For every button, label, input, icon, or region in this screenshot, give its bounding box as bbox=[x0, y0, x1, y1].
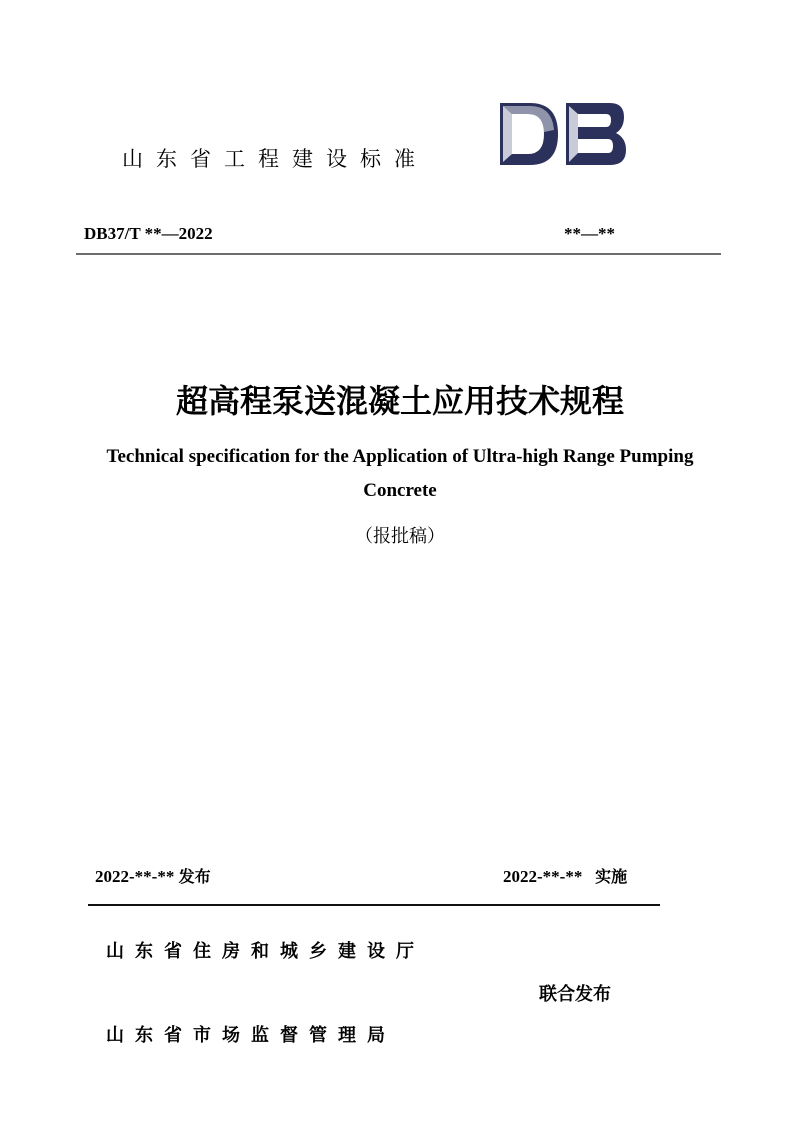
english-title-line-1: Technical specification for the Application of Ultra-high Range Pumping bbox=[106, 446, 694, 467]
implementation-date-value: 2022-**-** bbox=[503, 867, 583, 886]
db-logo-icon bbox=[498, 100, 628, 168]
issue-date bbox=[95, 864, 211, 887]
implementation-label: 实施 bbox=[595, 867, 628, 886]
standard-code: DB37/T **—2022 bbox=[84, 224, 213, 243]
document-title-chinese: 超高程泵送混凝土应用技术规程 bbox=[175, 382, 624, 420]
english-title-line-2: Concrete bbox=[363, 480, 437, 501]
record-code: **—** bbox=[564, 224, 615, 243]
issue-date-value: 2022-**-** bbox=[95, 867, 175, 886]
implementation-date bbox=[503, 864, 627, 887]
standard-type-label: 山东省工程建设标准 bbox=[122, 147, 428, 171]
issue-label: 发布 bbox=[178, 867, 211, 886]
header-divider bbox=[76, 253, 721, 255]
document-title-english bbox=[0, 440, 800, 508]
issuer-market-regulation-bureau: 山东省市场监督管理局 bbox=[106, 1025, 396, 1046]
joint-issue-label: 联合发布 bbox=[539, 984, 611, 1005]
draft-status: （报批稿） bbox=[355, 526, 445, 547]
issuer-housing-department: 山东省住房和城乡建设厅 bbox=[106, 941, 425, 962]
footer-divider bbox=[88, 904, 660, 906]
